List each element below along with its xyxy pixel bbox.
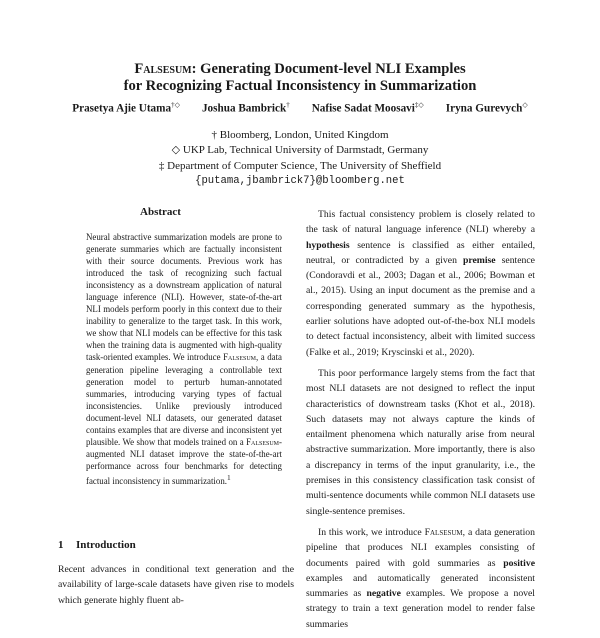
author: Nafise Sadat Moosavi‡◇ xyxy=(311,101,424,115)
abstract-heading: Abstract xyxy=(140,206,181,218)
affiliations xyxy=(40,128,560,189)
introduction-text: Recent advances in conditional text generation and the availability of large-scale datasets have given rise to models which generate highly fluent ab- xyxy=(58,564,294,606)
right-column-text xyxy=(306,207,535,638)
affiliation: ‡ Department of Computer Science, The University of Sheffield xyxy=(158,159,442,172)
title-line-2: for Recognizing Factual Inconsistency in Summarization xyxy=(123,78,477,94)
title-line-1 xyxy=(40,61,560,78)
author: Iryna Gurevych◇ xyxy=(445,101,528,115)
paper-title xyxy=(40,61,560,95)
footnote-mark: 1 xyxy=(226,472,231,482)
affiliation: † Bloomberg, London, United Kingdom xyxy=(211,129,389,141)
abstract-body xyxy=(86,231,282,487)
affiliation: ◇ UKP Lab, Technical University of Darmstadt, Germany xyxy=(171,144,429,157)
title-method-name: Falsesum xyxy=(134,61,192,77)
abstract-paragraph: Neural abstractive summarization models are prone to generate summaries which are factually inconsistent with their source documents. Previous work has introduced the task of recognizing such factual inconsistency as a downstream application of natural language inference (NLI). However, state-of-the-art NLI models perform poorly in this context due to their inability to generalize to the target task. In this work, we show that NLI models can be effective for this task when the training data is augmented with high-quality task-oriented examples. We introduce Falsesum, a data generation pipeline leveraging a controllable text generation model to perturb human-annotated summaries, introducing varying types of factual inconsistencies. Unlike previously introduced document-level NLI datasets, our generated dataset contains examples that are diverse and inconsistent yet plausible. We show that models trained on a Falsesum-augmented NLI dataset improve the state-of-the-art performance across four benchmarks for detecting factual inconsistency in summarization.$^1$ xyxy=(86,232,282,486)
author-email: {putama,jbambrick7}@bloomberg.net xyxy=(195,174,405,187)
body-paragraph: This poor performance largely stems from the fact that most NLI datasets are not designed to reflect the input characteristics of downstream tasks (Khot et al., 2018). Such datasets may not always capture the kinds of entailment phenomena which naturally arise from neural abstractive summarization. More importantly, there is also a discrepancy in terms of the input granularity, i.e., the premises in this consistency classification task consist of multi-sentence documents while common NLI datasets use single-sentence premises. xyxy=(306,367,535,517)
section-heading-introduction: 1 Introduction xyxy=(58,539,136,551)
body-paragraph: This factual consistency problem is closely related to the task of natural language inference (NLI) whereby a hypothesis sentence is classified as either entailed, neutral, or contradicted by a given premise sentence (Condoravdi et al., 2003; Dagan et al., 2006; Bowman et al., 2015). Using an input document as the premise and a corresponding generated summary as the hypothesis, earlier solutions have adopted out-of-the-box NLI models to detect factual inconsistency, albeit with limited success (Falke et al., 2019; Kryscinski et al., 2020). xyxy=(306,209,535,358)
title-line-1-rest: : Generating Document-level NLI Examples xyxy=(191,61,466,77)
body-paragraph: In this work, we introduce Falsesum, a data generation pipeline that produces NLI examples consisting of documents paired with gold summaries as positive examples and automatically generated inconsistent summaries as negative examples. We propose a novel strategy to train a text generation model to render false summaries xyxy=(306,526,535,630)
author-list xyxy=(20,101,580,115)
author: Joshua Bambrick† xyxy=(201,101,290,115)
author: Prasetya Ajie Utama†◇ xyxy=(72,101,180,115)
